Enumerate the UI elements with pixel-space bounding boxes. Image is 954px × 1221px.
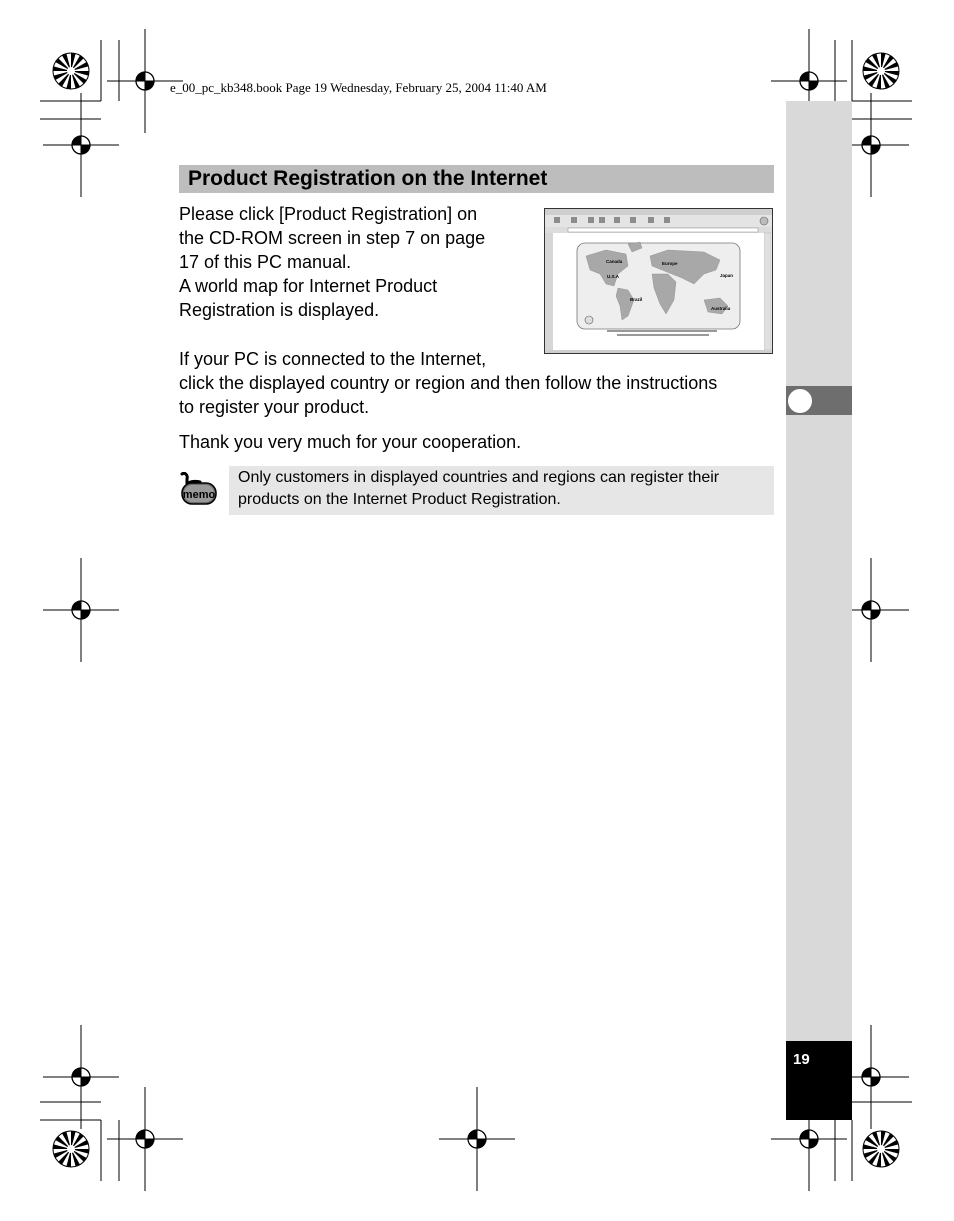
map-label: Australia [711,306,731,311]
map-label: U.S.A [607,274,620,279]
intro-paragraph [179,202,539,322]
memo-line: Only customers in displayed countries and regions can register their [238,469,720,486]
map-label: Japan [720,273,734,278]
side-band [786,101,852,1120]
text-line: If your PC is connected to the Internet, [179,349,487,369]
world-map-screenshot [544,208,773,354]
thanks-paragraph: Thank you very much for your cooperation. [179,432,522,452]
memo-text [238,467,773,511]
text-line: A world map for Internet Product [179,276,438,296]
memo-icon-label: memo [182,489,216,501]
print-header: e_00_pc_kb348.book Page 19 Wednesday, February 25, 2004 11:40 AM [170,80,547,95]
section-title: Product Registration on the Internet [188,167,548,190]
page-number: 19 [793,1051,810,1068]
text-line: to register your product. [179,397,370,417]
text-line: 17 of this PC manual. [179,252,352,272]
connected-paragraph [179,347,779,419]
map-label: Brazil [630,297,643,302]
map-label: Canada [606,259,623,264]
text-line: the CD-ROM screen in step 7 on page [179,228,486,248]
memo-icon [178,472,218,506]
chapter-tab-circle [788,389,812,413]
text-line: Registration is displayed. [179,300,380,320]
map-label: Europe [662,261,678,266]
text-line: Please click [Product Registration] on [179,204,478,224]
memo-line: products on the Internet Product Registration. [238,491,561,508]
text-line: click the displayed country or region and then follow the instructions [179,373,718,393]
